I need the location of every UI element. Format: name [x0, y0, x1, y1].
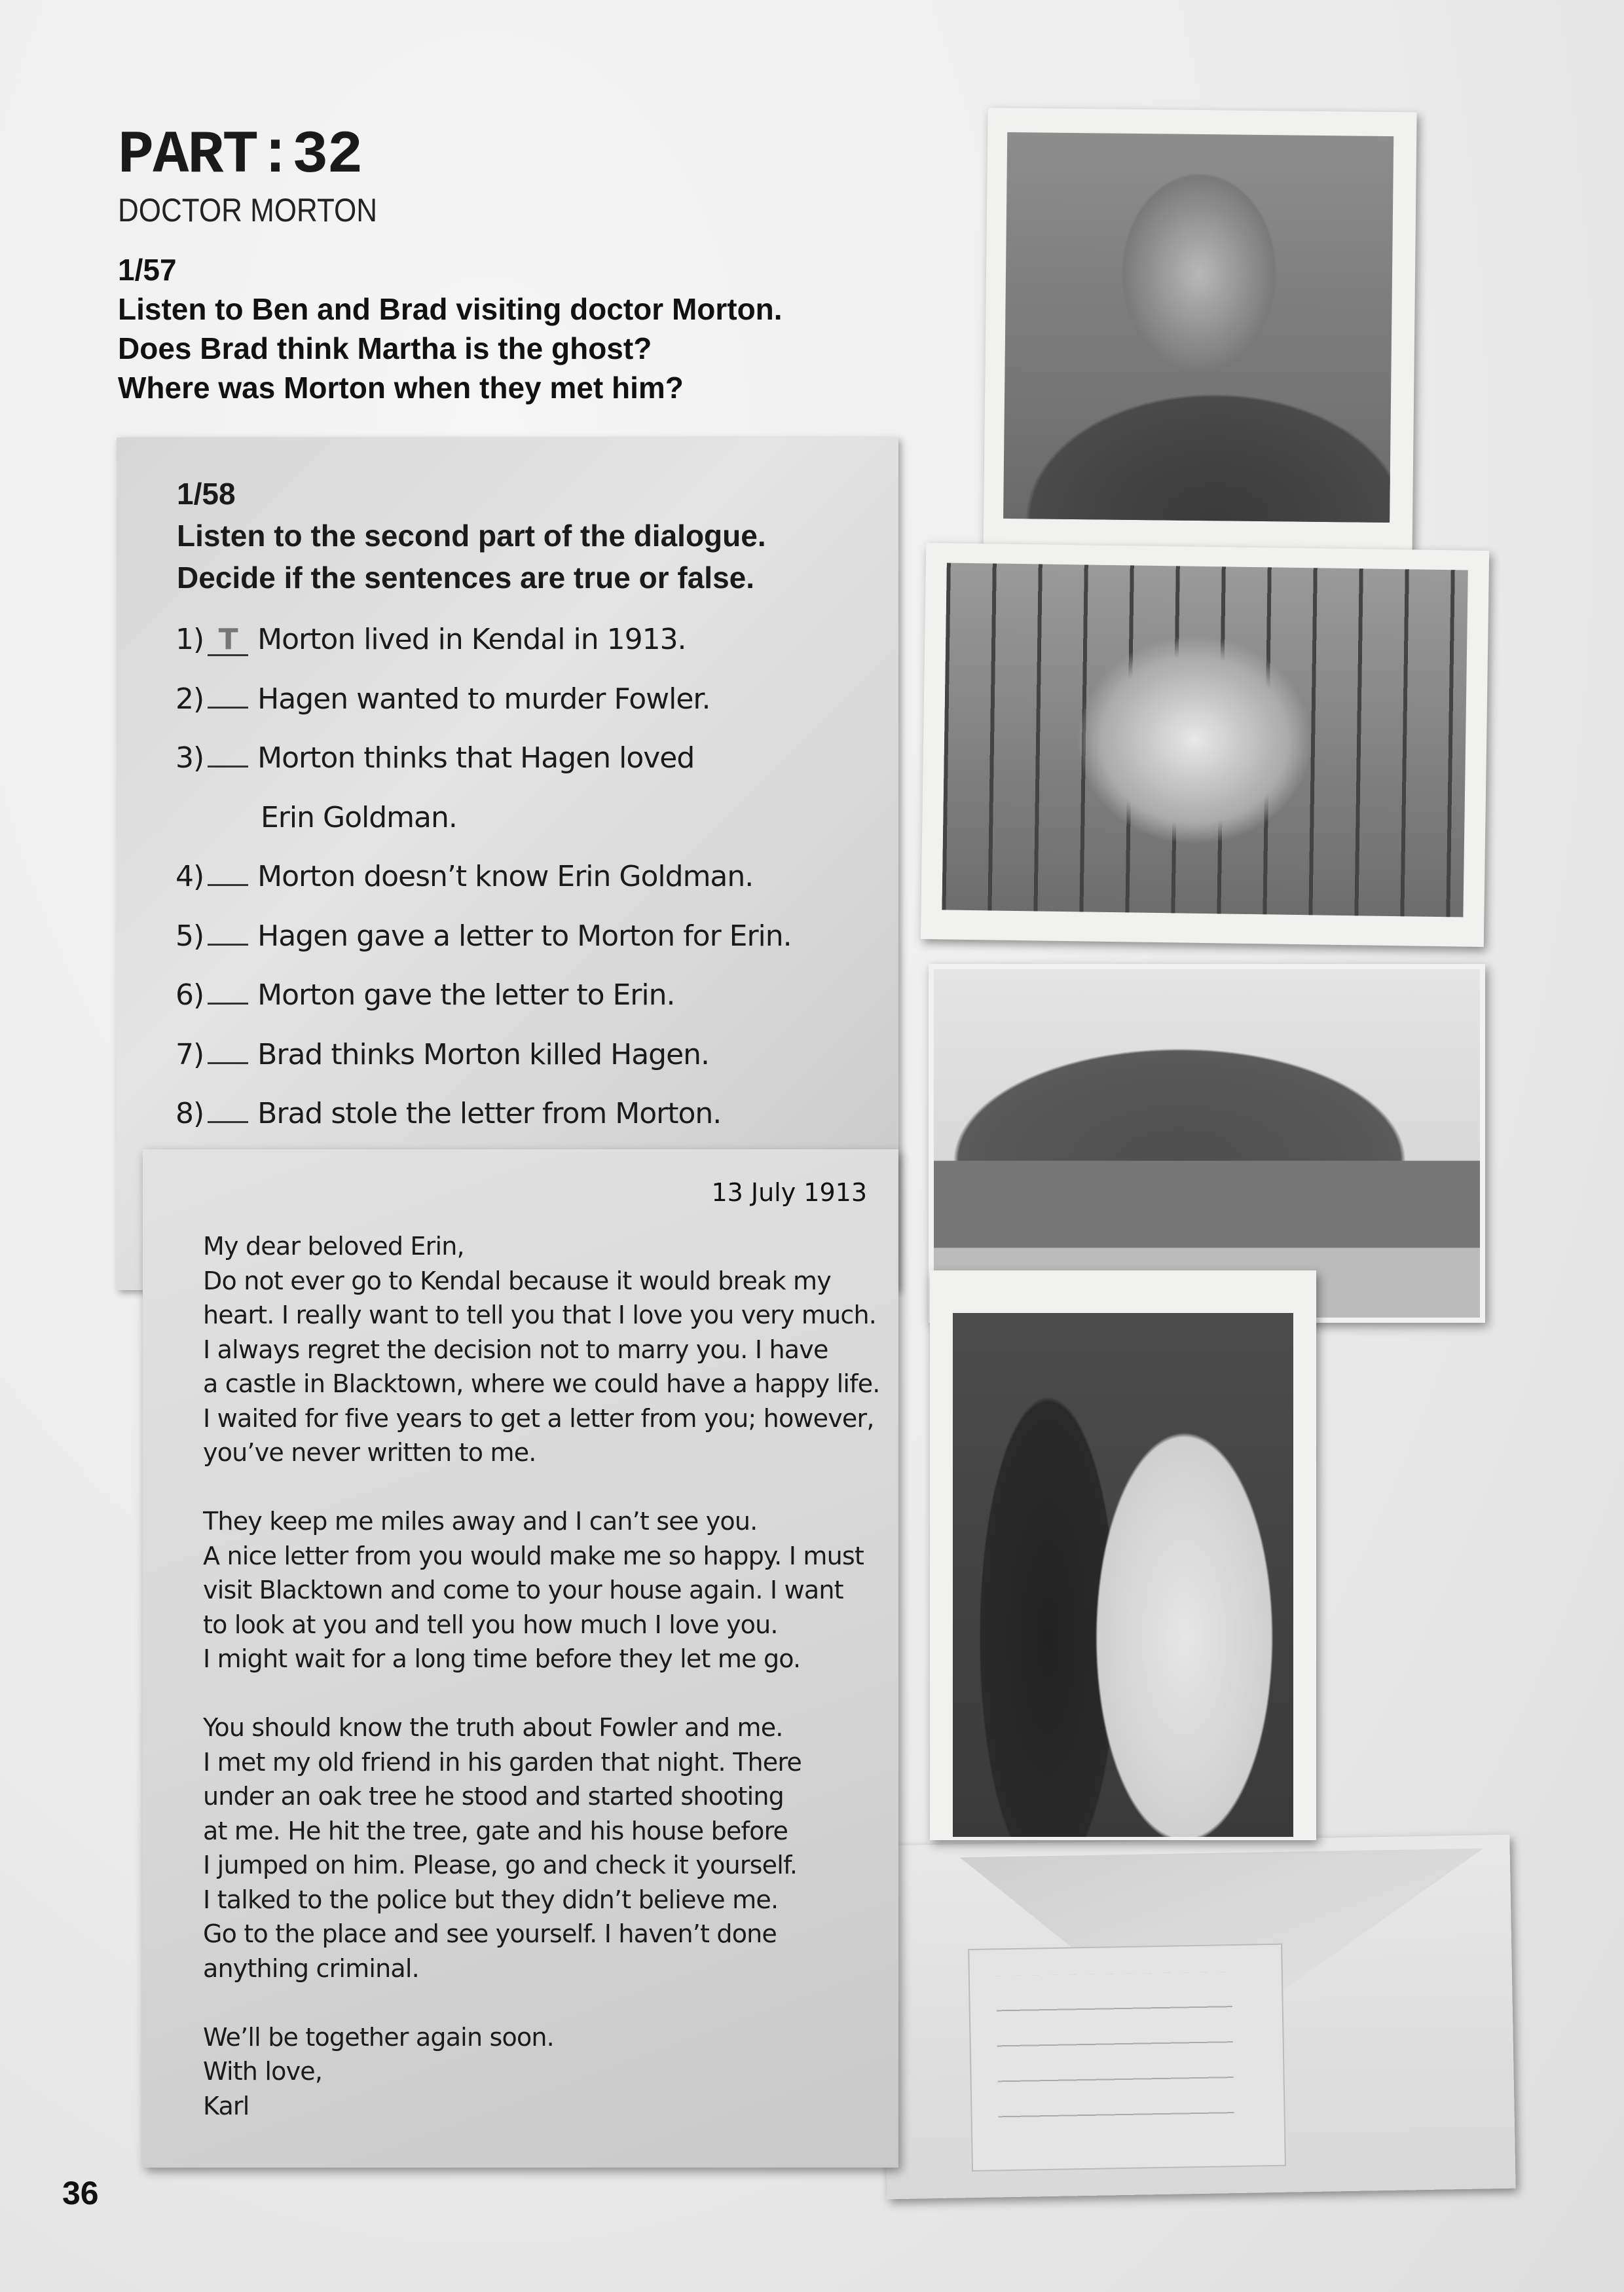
- item-number: 7): [175, 1037, 204, 1071]
- item-number: 3): [175, 741, 204, 775]
- answer-blank[interactable]: T: [208, 625, 248, 656]
- item-text: Morton lived in Kendal in 1913.: [257, 623, 686, 656]
- statement-item: [175, 966, 792, 1026]
- part-title: PART:32: [118, 121, 362, 190]
- answer-blank[interactable]: [208, 707, 248, 709]
- task-line: Does Brad think Martha is the ghost?: [118, 331, 652, 365]
- envelope-postcard: [881, 1835, 1515, 2200]
- detectives-photo: [930, 1270, 1316, 1840]
- letter-body: My dear beloved Erin, Do not ever go to Kendal because it would break my heart. I really want to tell you that I love you very much. I always regret the decision not to marry you. I have a castle in Blacktown, where we could have a happy life. I waited for five years to get a letter from you; however, you’ve never written to me. They keep me miles away and I can’t see you. A nice letter from you would make me so happy. I must visit Blacktown and come to your house again. I want to look at you and tell you how much I love you. I might wait for a long time before they let me go. You should know the truth about Fowler and me. I met my old friend in his garden that night. There under an oak tree he stood and started shooting at me. He hit the tree, gate and his house before I jumped on him. Please, go and check it yourself. I talked to the police but they didn’t believe me. Go to the place and see yourself. I haven’t done anything criminal. We’ll be together again soon. With love, Karl: [203, 1232, 880, 2120]
- statement-item: [175, 729, 792, 788]
- item-text: Brad stole the letter from Morton.: [257, 1097, 722, 1130]
- answer-blank[interactable]: [208, 1062, 248, 1064]
- answer-blank[interactable]: [208, 944, 248, 946]
- task-line: Listen to the second part of the dialogue.: [177, 519, 766, 553]
- item-number: 1): [175, 623, 204, 656]
- answer-blank[interactable]: [208, 1003, 248, 1005]
- task-number: 1/58: [177, 477, 236, 511]
- love-letter: [143, 1149, 898, 2168]
- statement-item: [175, 670, 792, 730]
- detectives-image: [953, 1313, 1293, 1837]
- postcard: [968, 1944, 1286, 2172]
- statement-item: [175, 1084, 792, 1144]
- item-text: Morton doesn’t know Erin Goldman.: [257, 860, 754, 893]
- page-number: 36: [62, 2175, 99, 2211]
- task-line: Decide if the sentences are true or false.: [177, 561, 755, 595]
- item-number: 6): [175, 978, 204, 1012]
- answer-blank[interactable]: [208, 766, 248, 767]
- forest-image: [942, 563, 1467, 917]
- statement-item: [175, 907, 792, 967]
- true-false-list: [175, 610, 792, 1144]
- item-text: Hagen wanted to murder Fowler.: [257, 682, 710, 716]
- forest-photo: [921, 543, 1489, 947]
- statement-item: [175, 847, 792, 907]
- item-number: 4): [175, 860, 204, 893]
- portrait-image: [1003, 132, 1393, 523]
- house-image: [934, 969, 1480, 1318]
- item-text: Morton gave the letter to Erin.: [257, 978, 675, 1012]
- answer-blank[interactable]: [208, 884, 248, 886]
- portrait-photo: [983, 108, 1416, 566]
- item-number: 5): [175, 919, 204, 953]
- task-58-heading: [177, 473, 766, 599]
- item-number: 2): [175, 682, 204, 716]
- item-number: 8): [175, 1097, 204, 1130]
- task-line: Where was Morton when they met him?: [118, 371, 684, 405]
- section-subtitle: DOCTOR MORTON: [118, 192, 378, 229]
- house-photo: [929, 964, 1485, 1323]
- task-number: 1/57: [118, 253, 177, 287]
- statement-continuation: Erin Goldman.: [261, 800, 457, 834]
- task-line: Listen to Ben and Brad visiting doctor Morton.: [118, 292, 783, 326]
- item-text: Brad thinks Morton killed Hagen.: [257, 1037, 710, 1071]
- task-57: [118, 250, 783, 407]
- statement-item: [175, 1026, 792, 1085]
- statement-item: [175, 610, 792, 670]
- letter-date: 13 July 1913: [711, 1178, 867, 1207]
- answer-blank[interactable]: [208, 1121, 248, 1123]
- item-text: Hagen gave a letter to Morton for Erin.: [257, 919, 792, 953]
- item-text: Morton thinks that Hagen loved: [257, 741, 695, 775]
